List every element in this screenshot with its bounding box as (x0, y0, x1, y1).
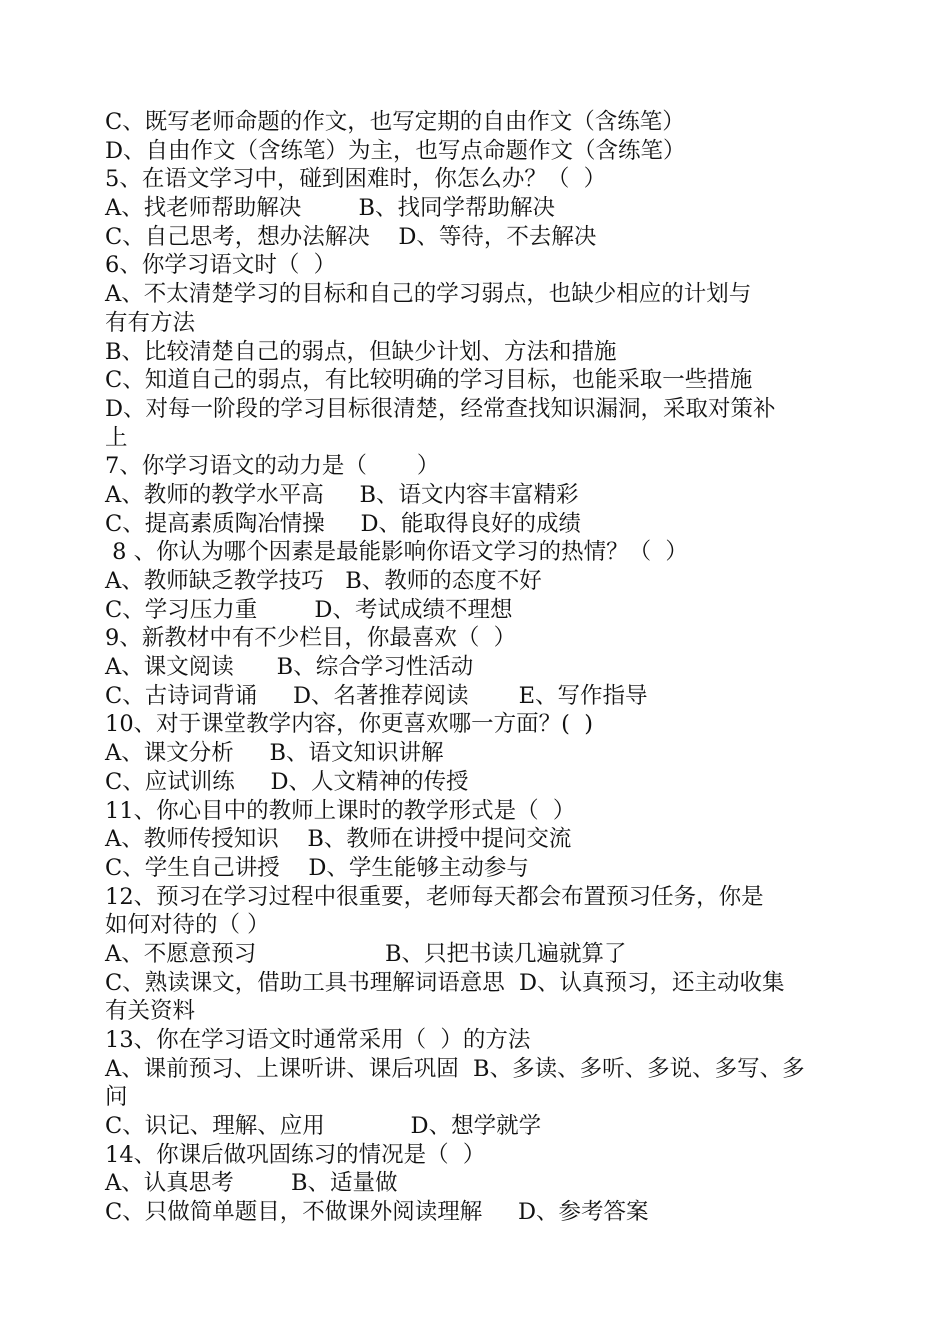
options-line: A、找老师帮助解决 B、找同学帮助解决 (105, 195, 556, 222)
option-line: C、知道自己的弱点，有比较明确的学习目标，也能采取一些措施 (105, 367, 753, 394)
options-line: A、课文分析 B、语文知识讲解 (105, 740, 444, 767)
question-13: 13、你在学习语文时通常采用（ ）的方法 (105, 1027, 531, 1053)
question-7: 7、你学习语文的动力是（ ） (105, 453, 440, 480)
options-line: C、提高素质陶冶情操 D、能取得良好的成绩 (105, 510, 582, 537)
options-line: A、认真思考 B、适量做 (105, 1170, 398, 1197)
text-line: D、自由作文（含练笔）为主，也写点命题作文（含练笔） (105, 137, 686, 164)
question-10: 10、对于课堂教学内容，你更喜欢哪一方面？( ) (105, 711, 593, 738)
options-line: C、学生自己讲授 D、学生能够主动参与 (105, 854, 529, 881)
options-line: C、识记、理解、应用 D、想学就学 (105, 1113, 542, 1140)
question-12: 12、预习在学习过程中很重要，老师每天都会布置预习任务，你是 (105, 883, 764, 910)
options-line: C、应试训练 D、人文精神的传授 (105, 768, 469, 795)
options-line: A、教师的教学水平高 B、语文内容丰富精彩 (105, 481, 579, 508)
options-line: A、教师传授知识 B、教师在讲授中提问交流 (105, 826, 572, 853)
options-line: A、不愿意预习 B、只把书读几遍就算了 (105, 940, 627, 967)
options-line: C、古诗词背诵 D、名著推荐阅读 E、写作指导 (105, 682, 648, 709)
question-14: 14、你课后做巩固练习的情况是（ ） (105, 1141, 486, 1168)
options-line-continued: 有关资料 (105, 998, 196, 1025)
text-line: C、既写老师命题的作文，也写定期的自由作文（含练笔） (105, 109, 685, 135)
question-5: 5、在语文学习中，碰到困难时，你怎么办？（ ） (105, 166, 607, 193)
document-body (105, 108, 850, 1227)
option-line-continued: 有有方法 (105, 309, 196, 336)
question-12-continued: 如何对待的（ ） (105, 912, 270, 939)
option-line-continued: 上 (105, 424, 128, 451)
question-11: 11、你心目中的教师上课时的教学形式是（ ） (105, 797, 576, 824)
options-line: A、教师缺乏教学技巧 B、教师的态度不好 (105, 568, 542, 594)
options-line: A、课前预习、上课听讲、课后巩固 B、多读、多听、多说、多写、多 (105, 1055, 805, 1082)
options-line-continued: 问 (105, 1084, 128, 1111)
options-line: C、熟读课文，借助工具书理解词语意思 D、认真预习，还主动收集 (105, 969, 785, 996)
option-line: B、比较清楚自己的弱点，但缺少计划、方法和措施 (105, 338, 617, 365)
option-line: D、对每一阶段的学习目标很清楚，经常查找知识漏洞，采取对策补 (105, 395, 776, 422)
question-6: 6、你学习语文时（ ） (105, 252, 337, 279)
question-9: 9、新教材中有不少栏目，你最喜欢（ ） (105, 625, 517, 652)
options-line: A、课文阅读 B、综合学习性活动 (105, 654, 474, 681)
question-8: 8 、你认为哪个因素是最能影响你语文学习的热情？（ ） (105, 539, 688, 566)
options-line: C、只做简单题目，不做课外阅读理解 D、参考答案 (105, 1199, 649, 1226)
options-line: C、学习压力重 D、考试成绩不理想 (105, 596, 513, 623)
options-line: C、自己思考，想办法解决 D、等待，不去解决 (105, 223, 597, 250)
option-line: A、不太清楚学习的目标和自己的学习弱点，也缺少相应的计划与 (105, 281, 752, 308)
